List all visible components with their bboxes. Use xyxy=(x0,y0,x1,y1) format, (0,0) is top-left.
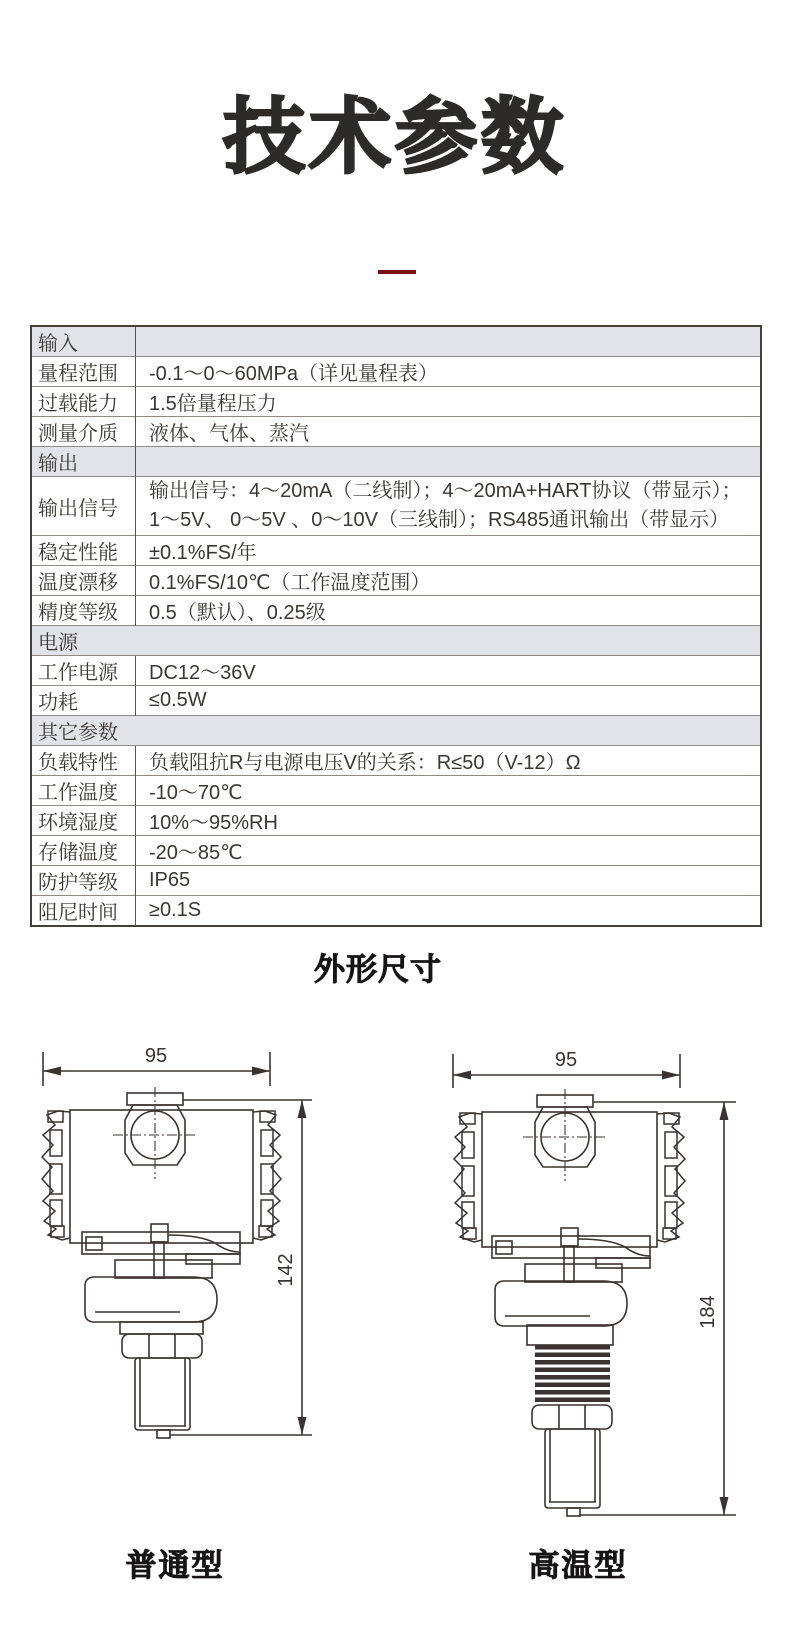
spec-label: 阻尼时间 xyxy=(31,896,136,927)
table-row xyxy=(31,836,761,866)
table-row xyxy=(31,896,761,927)
spec-value: -20～85℃ xyxy=(136,836,762,866)
spec-value: -0.1～0～60MPa（详见量程表） xyxy=(136,357,762,387)
table-row xyxy=(31,357,761,387)
table-row xyxy=(31,596,761,626)
housing-rib-right xyxy=(253,1111,281,1240)
spec-label: 工作温度 xyxy=(31,776,136,806)
spec-label: 防护等级 xyxy=(31,866,136,896)
cable-gland xyxy=(113,1087,197,1179)
spec-label: 输出 xyxy=(31,447,136,477)
spec-label: 过载能力 xyxy=(31,387,136,417)
cable-gland xyxy=(523,1089,607,1181)
spec-table xyxy=(30,325,762,927)
spec-value xyxy=(136,447,762,477)
spec-value xyxy=(136,716,762,746)
heat-sink-fins xyxy=(535,1345,610,1402)
spec-label: 输出信号 xyxy=(31,477,136,536)
spec-label: 工作电源 xyxy=(31,656,136,686)
table-row xyxy=(31,387,761,417)
spec-label: 量程范围 xyxy=(31,357,136,387)
spec-table-body xyxy=(31,326,761,926)
table-row xyxy=(31,716,761,746)
table-row xyxy=(31,326,761,357)
spec-label: 存储温度 xyxy=(31,836,136,866)
table-row xyxy=(31,566,761,596)
drawing-high-temp-type xyxy=(420,1002,740,1527)
spec-label: 精度等级 xyxy=(31,596,136,626)
spec-label: 温度漂移 xyxy=(31,566,136,596)
transmitter-body-high-temp xyxy=(454,1089,685,1516)
table-row xyxy=(31,417,761,447)
housing-rib-right xyxy=(657,1113,685,1242)
spec-label: 输入 xyxy=(31,326,136,357)
spec-value xyxy=(136,326,762,357)
table-row xyxy=(31,746,761,776)
housing-rib-left xyxy=(42,1111,70,1240)
drawing-normal-type xyxy=(28,1002,318,1447)
table-row xyxy=(31,776,761,806)
spec-value: 输出信号：4～20mA（二线制）；4～20mA+HART协议（带显示）； 1～5V、 0～5V 、0～10V（三线制）；RS485通讯输出（带显示） xyxy=(136,477,762,536)
dim-height-high-temp: 184 xyxy=(697,1295,719,1329)
label-normal-type: 普通型 xyxy=(125,1548,225,1583)
label-high-temp-type: 高温型 xyxy=(528,1548,628,1583)
spec-label: 其它参数 xyxy=(31,716,136,746)
table-row xyxy=(31,626,761,656)
spec-value: 0.5（默认）、0.25级 xyxy=(136,596,762,626)
spec-value: 负载阻抗R与电源电压V的关系：R≤50（V-12）Ω xyxy=(136,746,762,776)
table-row xyxy=(31,806,761,836)
table-row xyxy=(31,477,761,536)
spec-label: 环境湿度 xyxy=(31,806,136,836)
dim-width-high-temp: 95 xyxy=(554,1049,578,1071)
table-row xyxy=(31,656,761,686)
spec-value: 0.1%FS/10℃（工作温度范围） xyxy=(136,566,762,596)
table-row xyxy=(31,447,761,477)
dim-width-normal: 95 xyxy=(144,1045,168,1067)
process-connection-normal xyxy=(82,1224,240,1438)
spec-value: ±0.1%FS/年 xyxy=(136,536,762,566)
title-accent-dash xyxy=(378,270,416,274)
housing-rib-left xyxy=(454,1113,482,1242)
process-connection-high-temp xyxy=(492,1228,650,1516)
spec-label: 功耗 xyxy=(31,686,136,716)
spec-value: 10%～95%RH xyxy=(136,806,762,836)
spec-label: 电源 xyxy=(31,626,136,656)
spec-label: 测量介质 xyxy=(31,417,136,447)
dimensions-heading: 外形尺寸 xyxy=(314,952,442,987)
spec-value: 1.5倍量程压力 xyxy=(136,387,762,417)
spec-value xyxy=(136,626,762,656)
page-title: 技术参数 xyxy=(222,92,567,183)
transmitter-body-normal xyxy=(42,1087,281,1438)
table-row xyxy=(31,686,761,716)
spec-value: ≥0.1S xyxy=(136,896,762,927)
spec-value: IP65 xyxy=(136,866,762,896)
dim-height-normal: 142 xyxy=(275,1253,297,1287)
table-row xyxy=(31,866,761,896)
table-row xyxy=(31,536,761,566)
spec-value: 液体、气体、蒸汽 xyxy=(136,417,762,447)
spec-value: -10～70℃ xyxy=(136,776,762,806)
spec-value: ≤0.5W xyxy=(136,686,762,716)
spec-value: DC12～36V xyxy=(136,656,762,686)
spec-label: 稳定性能 xyxy=(31,536,136,566)
spec-label: 负载特性 xyxy=(31,746,136,776)
